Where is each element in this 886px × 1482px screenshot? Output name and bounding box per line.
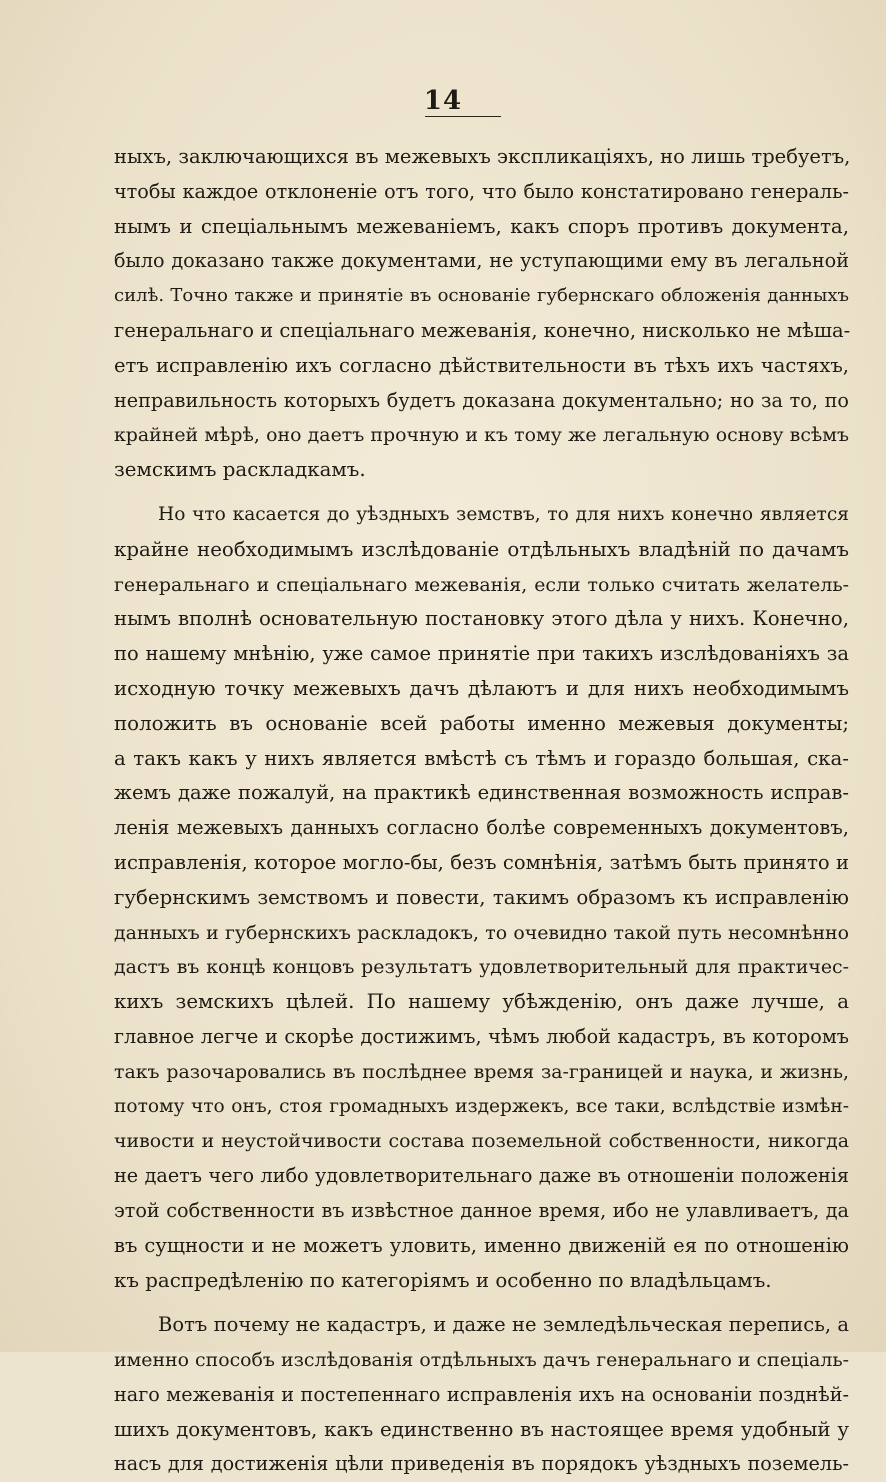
text-line: насъ для достиженія цѣли приведенія въ порядокъ уѣздныхъ поземель- [114,1452,849,1476]
text-line: исправленія, которое могло-бы, безъ сомнѣнія, затѣмъ быть принято и [114,850,849,874]
text-line: Вотъ почему не кадастръ, и даже не земледѣльческая перепись, а [158,1313,849,1337]
body-text [114,140,849,1482]
text-line: неправильность которыхъ будетъ доказана документально; но за то, по [114,388,849,412]
text-line: положить въ основаніе всей работы именно межевыя документы; [114,711,849,735]
text-line: потому что онъ, стоя громадныхъ издержекъ, все таки, вслѣдствіе измѣн- [114,1095,849,1117]
text-line: этой собственности въ извѣстное данное время, ибо не улавливаетъ, да [114,1198,849,1222]
text-line: въ сущности и не можетъ уловить, именно движеній ея по отношенію [114,1233,849,1257]
text-line: чтобы каждое отклоненіе отъ того, что было констатировано генераль- [114,179,849,203]
text-line: данныхъ и губернскихъ раскладокъ, то очевидно такой путь несомнѣнно [114,921,849,944]
text-line: именно способъ изслѣдованія отдѣльныхъ дачъ генеральнаго и спеціаль- [114,1349,849,1372]
text-line: губернскимъ земствомъ и повести, такимъ образомъ къ исправленію [114,885,849,909]
text-line: не даетъ чего либо удовлетворительнаго даже въ отношеніи положенія [114,1164,849,1188]
text-line: силѣ. Точно также и принятіе въ основаніе губернскаго обложенія данныхъ [114,285,849,307]
paragraph-gap [114,488,849,498]
text-line: такъ разочаровались въ послѣднее время за-границей и наука, и жизнь, [114,1060,849,1083]
text-line: крайне необходимымъ изслѣдованіе отдѣльныхъ владѣній по дачамъ [114,537,849,561]
text-line: кихъ земскихъ цѣлей. По нашему убѣжденію, онъ даже лучше, а [114,990,849,1014]
text-line: нымъ вполнѣ основательную постановку этого дѣла у нихъ. Конечно, [114,607,849,631]
text-line: жемъ даже пожалуй, на практикѣ единственная возможность исправ- [114,781,849,805]
text-line: дастъ въ концѣ концовъ результатъ удовлетворительный для практичес- [114,956,849,979]
text-line: шихъ документовъ, какъ единственно въ настоящее время удобный у [114,1417,849,1441]
text-line: исходную точку межевыхъ дачъ дѣлаютъ и для нихъ необходимымъ [114,676,849,700]
text-line: генеральнаго и спеціальнаго межеванія, если только считать желатель- [114,573,849,596]
paragraph [114,498,849,1298]
text-line: было доказано также документами, не уступающими ему въ легальной [114,249,849,273]
text-line: Но что касается до уѣздныхъ земствъ, то для нихъ конечно является [158,503,849,525]
page-number: 14 [423,86,463,116]
text-line: ныхъ, заключающихся въ межевыхъ экспликаціяхъ, но лишь требуетъ, [114,145,851,168]
text-line: наго межеванія и постепеннаго исправленія ихъ на основаніи позднѣй- [114,1382,849,1406]
header-rule [425,116,501,117]
text-line: земскимъ раскладкамъ. [114,458,366,482]
text-line: къ распредѣленію по категоріямъ и особенно по владѣльцамъ. [114,1268,772,1292]
paragraph-gap [114,1298,849,1308]
text-line: а такъ какъ у нихъ является вмѣстѣ съ тѣмъ и гораздо большая, ска- [114,746,849,770]
text-line: по нашему мнѣнію, уже самое принятіе при такихъ изслѣдованіяхъ за [114,642,849,666]
paragraph [114,1308,849,1482]
text-line: етъ исправленію ихъ согласно дѣйствительности въ тѣхъ ихъ частяхъ, [114,353,849,377]
text-line: ленія межевыхъ данныхъ согласно болѣе современныхъ документовъ, [114,816,849,840]
text-line: генеральнаго и спеціальнаго межеванія, конечно, нисколько не мѣша- [114,318,851,342]
paragraph [114,140,849,488]
text-line: нымъ и спеціальнымъ межеваніемъ, какъ споръ противъ документа, [114,214,849,238]
text-line: чивости и неустойчивости состава поземельной собственности, никогда [114,1130,849,1153]
text-line: главное легче и скорѣе достижимъ, чѣмъ любой кадастръ, въ которомъ [114,1024,849,1048]
text-line: крайней мѣрѣ, оно даетъ прочную и къ тому же легальную основу всѣмъ [114,424,849,447]
